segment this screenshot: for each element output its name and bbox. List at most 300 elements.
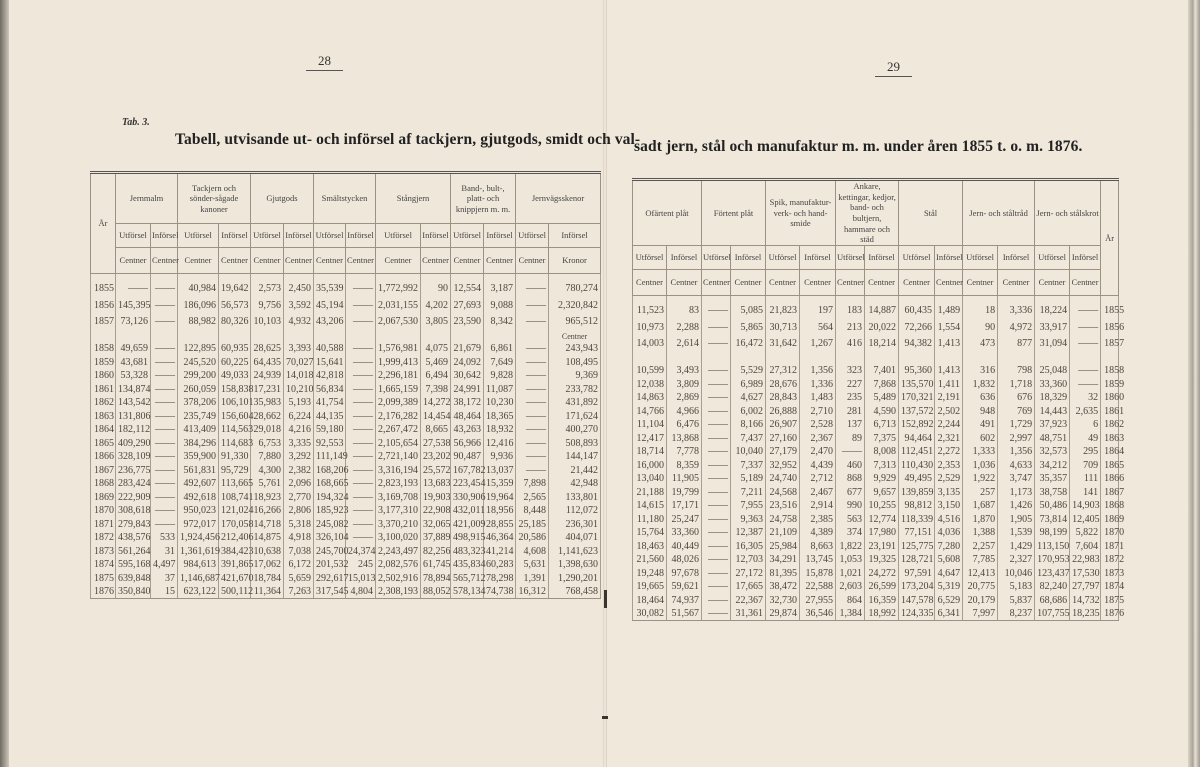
- export-value: 167,782: [451, 464, 484, 478]
- import-value: 4,497: [151, 558, 178, 572]
- table-row: [633, 526, 1119, 540]
- export-value: 21,109: [766, 526, 800, 540]
- column-group-header: Jern- och stålskrot: [1035, 180, 1101, 246]
- column-group-header: Smältstycken: [314, 173, 376, 224]
- import-value: 3,335: [284, 437, 314, 451]
- export-value: 56,966: [451, 437, 484, 451]
- spacer-cell: [731, 295, 766, 302]
- import-value: 5,319: [935, 580, 963, 594]
- import-value: 7,398: [421, 383, 451, 397]
- note-cell: [731, 352, 766, 364]
- import-value: 10,255: [865, 499, 899, 513]
- import-value: 8,342: [484, 314, 516, 331]
- export-value: 13,040: [633, 472, 667, 486]
- export-value: 41,754: [314, 396, 346, 410]
- year-cell: 1862: [91, 396, 116, 410]
- year-cell: 1858: [1101, 364, 1119, 378]
- table-row: [633, 485, 1119, 499]
- export-value: 2,082,576: [376, 558, 421, 572]
- import-value: ——: [346, 369, 376, 383]
- import-value: ——: [151, 410, 178, 424]
- export-value: 24,740: [766, 472, 800, 486]
- import-value: 15,359: [484, 477, 516, 491]
- export-value: 4,300: [251, 464, 284, 478]
- note-cell: [865, 352, 899, 364]
- export-value: 435,834: [451, 558, 484, 572]
- export-value: 235,749: [178, 410, 219, 424]
- export-value: 168,206: [314, 464, 346, 478]
- export-value: 107,755: [1035, 607, 1070, 621]
- import-value: ——: [151, 383, 178, 397]
- note-cell: [151, 330, 178, 342]
- import-value: 3,187: [484, 281, 516, 298]
- import-value: 5,837: [998, 593, 1035, 607]
- import-value: 1,173: [998, 485, 1035, 499]
- export-value: 438,576: [116, 531, 151, 545]
- export-value: 639,848: [116, 572, 151, 586]
- import-value: 3,493: [667, 364, 702, 378]
- export-value: 561,831: [178, 464, 219, 478]
- export-value: 623,122: [178, 585, 219, 599]
- import-value: 798: [998, 364, 1035, 378]
- table-row: [91, 437, 601, 451]
- import-value: 16,305: [731, 539, 766, 553]
- import-value: 25,247: [667, 512, 702, 526]
- year-cell: 1860: [1101, 391, 1119, 405]
- export-value: 20,179: [963, 593, 998, 607]
- export-value: 359,900: [178, 450, 219, 464]
- unit-header: Centner: [1070, 269, 1101, 295]
- export-value: 595,168: [116, 558, 151, 572]
- export-value: 2,105,654: [376, 437, 421, 451]
- import-value: 31: [151, 545, 178, 559]
- export-value: 98,199: [1035, 526, 1070, 540]
- import-value: 46,364: [484, 531, 516, 545]
- spacer-cell: [484, 274, 516, 281]
- unit-header: Centner: [151, 248, 178, 274]
- export-value: 10,599: [633, 364, 667, 378]
- import-value: 4,036: [935, 526, 963, 540]
- import-value: 74,738: [484, 585, 516, 599]
- export-value: 636: [963, 391, 998, 405]
- unit-note-row: [633, 352, 1119, 364]
- export-value: 330,906: [451, 491, 484, 505]
- export-value: 34,212: [1035, 458, 1070, 472]
- import-value: ——: [346, 531, 376, 545]
- export-value: 279,843: [116, 518, 151, 532]
- import-value: 2,502: [935, 404, 963, 418]
- export-value: 2,257: [963, 539, 998, 553]
- import-value: 158,838: [219, 383, 251, 397]
- spacer-cell: [702, 295, 731, 302]
- export-value: 38,472: [766, 580, 800, 594]
- import-value: 6,002: [731, 404, 766, 418]
- import-value: 421,670: [219, 572, 251, 586]
- note-cell: [516, 330, 549, 342]
- export-value: 413,409: [178, 423, 219, 437]
- export-value: 15,764: [633, 526, 667, 540]
- import-value: 7,375: [865, 431, 899, 445]
- export-value: 43,263: [451, 423, 484, 437]
- table-row: [633, 404, 1119, 418]
- page-number-right: 29: [875, 59, 912, 77]
- import-value: 6,529: [935, 593, 963, 607]
- import-value: 391,865: [219, 558, 251, 572]
- import-value: 49,033: [219, 369, 251, 383]
- export-value: 19,665: [633, 580, 667, 594]
- export-value: 11,104: [633, 418, 667, 432]
- export-value: 94,464: [899, 431, 935, 445]
- left-data-table: [90, 171, 601, 599]
- spacer-row: [91, 274, 601, 281]
- year-cell: 1875: [91, 572, 116, 586]
- import-header: Införsel: [346, 224, 376, 248]
- table-row: [633, 580, 1119, 594]
- export-value: ——: [702, 319, 731, 336]
- spacer-row: [633, 295, 1119, 302]
- export-header: Utförsel: [766, 245, 800, 269]
- import-value: ——: [346, 383, 376, 397]
- import-value: ——: [151, 423, 178, 437]
- import-value: 1,429: [998, 539, 1035, 553]
- export-value: ——: [516, 342, 549, 356]
- import-value: 22,367: [731, 593, 766, 607]
- import-value: 19,642: [219, 281, 251, 298]
- table-row: [91, 342, 601, 356]
- import-value: 12,387: [731, 526, 766, 540]
- export-value: 17,231: [251, 383, 284, 397]
- year-cell: 1869: [91, 491, 116, 505]
- export-value: 378,206: [178, 396, 219, 410]
- export-value: 94,382: [899, 335, 935, 352]
- export-value: 292,617: [314, 572, 346, 586]
- export-value: 3,316,194: [376, 464, 421, 478]
- import-value: 4,389: [800, 526, 836, 540]
- export-value: 128,721: [899, 553, 935, 567]
- export-value: ——: [516, 314, 549, 331]
- year-cell: 1856: [91, 297, 116, 314]
- export-value: 222,909: [116, 491, 151, 505]
- export-value: 30,082: [633, 607, 667, 621]
- export-value: 20,775: [963, 580, 998, 594]
- table-row: [633, 593, 1119, 607]
- export-value: 28,625: [251, 342, 284, 356]
- import-value: 2,450: [284, 281, 314, 298]
- import-value: 5,318: [284, 518, 314, 532]
- scan-right-edge: [1188, 0, 1200, 767]
- table-row: [91, 396, 601, 410]
- unit-header: Centner: [935, 269, 963, 295]
- export-value: 11,180: [633, 512, 667, 526]
- export-value: 185,923: [314, 504, 346, 518]
- export-value: ——: [702, 526, 731, 540]
- spacer-cell: [766, 295, 800, 302]
- export-value: 972,017: [178, 518, 219, 532]
- import-value: 11,087: [484, 383, 516, 397]
- export-value: 1,999,413: [376, 356, 421, 370]
- export-value: 60,435: [899, 302, 935, 319]
- year-cell: 1855: [1101, 302, 1119, 319]
- note-cell: [1035, 352, 1070, 364]
- export-value: 602: [963, 431, 998, 445]
- import-value: 14,903: [1070, 499, 1101, 513]
- import-value: 400,270: [549, 423, 601, 437]
- import-value: 8,663: [800, 539, 836, 553]
- import-value: 404,071: [549, 531, 601, 545]
- import-value: 18,956: [484, 504, 516, 518]
- export-value: 18,923: [251, 491, 284, 505]
- export-value: ——: [516, 297, 549, 314]
- import-value: 7,263: [284, 585, 314, 599]
- export-value: 10,103: [251, 314, 284, 331]
- export-value: 24,758: [766, 512, 800, 526]
- import-value: 9,363: [731, 512, 766, 526]
- import-value: 133,801: [549, 491, 601, 505]
- export-value: 409,290: [116, 437, 151, 451]
- export-value: 18,463: [633, 539, 667, 553]
- export-value: ——: [516, 281, 549, 298]
- export-value: 11,523: [633, 302, 667, 319]
- export-value: 21,679: [451, 342, 484, 356]
- column-group-header: Band-, bult-, platt- och knippjern m. m.: [451, 173, 516, 224]
- export-value: 97,591: [899, 566, 935, 580]
- unit-header: Centner: [178, 248, 219, 274]
- export-value: 125,775: [899, 539, 935, 553]
- import-value: 243,943: [549, 342, 601, 356]
- column-group-header: Tackjern och sönder-sågade kanoner: [178, 173, 251, 224]
- export-value: 3,169,708: [376, 491, 421, 505]
- import-value: 2,635: [1070, 404, 1101, 418]
- export-value: 139,859: [899, 485, 935, 499]
- import-value: 60,225: [219, 356, 251, 370]
- table-label: Tab. 3.: [122, 117, 150, 128]
- import-value: 51,567: [667, 607, 702, 621]
- import-value: 2,529: [935, 472, 963, 486]
- export-value: 1,388: [963, 526, 998, 540]
- export-value: 2,823,193: [376, 477, 421, 491]
- import-value: 144,147: [549, 450, 601, 464]
- import-value: 37: [151, 572, 178, 586]
- export-value: ——: [702, 512, 731, 526]
- export-value: 416: [836, 335, 865, 352]
- export-value: 260,059: [178, 383, 219, 397]
- import-value: 170,058: [219, 518, 251, 532]
- import-value: 18,235: [1070, 607, 1101, 621]
- spine-mark: [602, 716, 608, 719]
- import-value: ——: [151, 491, 178, 505]
- export-value: 316: [963, 364, 998, 378]
- table-row: [91, 356, 601, 370]
- import-header: Införsel: [549, 224, 601, 248]
- spacer-cell: [251, 274, 284, 281]
- import-value: 13,868: [667, 431, 702, 445]
- export-value: 18,464: [633, 593, 667, 607]
- spacer-cell: [451, 274, 484, 281]
- export-value: ——: [516, 396, 549, 410]
- unit-header: Centner: [998, 269, 1035, 295]
- import-value: 5,489: [865, 391, 899, 405]
- year-cell: 1861: [91, 383, 116, 397]
- import-value: 1,290,201: [549, 572, 601, 586]
- table-row: [633, 319, 1119, 336]
- export-value: 168,665: [314, 477, 346, 491]
- export-value: 18,224: [1035, 302, 1070, 319]
- export-value: 1,687: [963, 499, 998, 513]
- note-cell: [116, 330, 151, 342]
- import-value: 3,809: [667, 377, 702, 391]
- export-value: 432,011: [451, 504, 484, 518]
- column-group-header: Stål: [899, 180, 963, 246]
- import-header: Införsel: [935, 245, 963, 269]
- export-value: 245,700: [314, 545, 346, 559]
- import-value: 70,027: [284, 356, 314, 370]
- import-value: 156,604: [219, 410, 251, 424]
- export-value: 16,266: [251, 504, 284, 518]
- import-value: 4,627: [731, 391, 766, 405]
- note-cell: [1070, 352, 1101, 364]
- import-value: 1,729: [998, 418, 1035, 432]
- import-value: 2,385: [800, 512, 836, 526]
- export-value: 864: [836, 593, 865, 607]
- export-value: 34,291: [766, 553, 800, 567]
- unit-header: Centner: [284, 248, 314, 274]
- spacer-cell: [1035, 295, 1070, 302]
- import-value: 22,588: [800, 580, 836, 594]
- note-cell: [766, 352, 800, 364]
- note-cell: [935, 352, 963, 364]
- import-value: 2,244: [935, 418, 963, 432]
- import-value: 6,224: [284, 410, 314, 424]
- import-value: 18,214: [865, 335, 899, 352]
- import-value: 16,359: [865, 593, 899, 607]
- export-value: 374: [836, 526, 865, 540]
- export-value: ——: [702, 404, 731, 418]
- import-value: 48,026: [667, 553, 702, 567]
- year-cell: 1863: [1101, 431, 1119, 445]
- note-cell: [667, 352, 702, 364]
- import-value: ——: [151, 297, 178, 314]
- table-row: [91, 545, 601, 559]
- import-value: 3,747: [998, 472, 1035, 486]
- table-row: [91, 477, 601, 491]
- export-header: Utförsel: [516, 224, 549, 248]
- export-value: 95,360: [899, 364, 935, 378]
- export-value: 14,003: [633, 335, 667, 352]
- import-value: ——: [151, 464, 178, 478]
- unit-header: Centner: [451, 248, 484, 274]
- export-value: 2,603: [836, 580, 865, 594]
- export-value: 43,681: [116, 356, 151, 370]
- export-value: 2,031,155: [376, 297, 421, 314]
- year-header: År: [91, 173, 116, 274]
- export-value: 1,924,456: [178, 531, 219, 545]
- import-value: 1,554: [935, 319, 963, 336]
- unit-header-row: [633, 269, 1119, 295]
- import-value: 61,745: [421, 558, 451, 572]
- year-cell: 1862: [1101, 418, 1119, 432]
- export-value: 421,009: [451, 518, 484, 532]
- import-header: Införsel: [284, 224, 314, 248]
- export-value: 948: [963, 404, 998, 418]
- spacer-cell: [91, 274, 116, 281]
- import-value: 245: [346, 558, 376, 572]
- import-value: 113,665: [219, 477, 251, 491]
- export-value: 868: [836, 472, 865, 486]
- export-value: ——: [702, 335, 731, 352]
- export-value: 2,565: [516, 491, 549, 505]
- export-value: 15,641: [314, 356, 346, 370]
- import-value: 10,230: [484, 396, 516, 410]
- export-value: 257: [963, 485, 998, 499]
- import-value: 295: [1070, 445, 1101, 459]
- note-cell: [633, 352, 667, 364]
- import-value: 97,678: [667, 566, 702, 580]
- import-value: ——: [151, 477, 178, 491]
- note-cell: [314, 330, 346, 342]
- import-value: 14,272: [421, 396, 451, 410]
- import-value: 877: [998, 335, 1035, 352]
- import-header: Införsel: [219, 224, 251, 248]
- export-value: 14,443: [1035, 404, 1070, 418]
- export-value: ——: [702, 593, 731, 607]
- import-value: 141: [1070, 485, 1101, 499]
- import-value: 7,649: [484, 356, 516, 370]
- export-value: 43,206: [314, 314, 346, 331]
- export-value: ——: [516, 450, 549, 464]
- import-value: 500,112: [219, 585, 251, 599]
- export-value: 245,520: [178, 356, 219, 370]
- export-value: 223,454: [451, 477, 484, 491]
- export-value: 29,874: [766, 607, 800, 621]
- import-value: 5,529: [731, 364, 766, 378]
- import-value: ——: [151, 356, 178, 370]
- year-cell: 1866: [91, 450, 116, 464]
- export-value: 25,185: [516, 518, 549, 532]
- import-value: 3,150: [935, 499, 963, 513]
- export-value: 984,613: [178, 558, 219, 572]
- year-cell: 1865: [91, 437, 116, 451]
- import-value: 7,437: [731, 431, 766, 445]
- import-value: 2,914: [800, 499, 836, 513]
- import-value: 114,563: [219, 423, 251, 437]
- year-cell: 1863: [91, 410, 116, 424]
- import-value: 4,202: [421, 297, 451, 314]
- import-value: 5,183: [998, 580, 1035, 594]
- export-value: 2,176,282: [376, 410, 421, 424]
- import-value: ——: [346, 477, 376, 491]
- note-cell: [284, 330, 314, 342]
- import-value: 4,918: [284, 531, 314, 545]
- export-value: 1,146,687: [178, 572, 219, 586]
- export-header: Utförsel: [116, 224, 151, 248]
- table-row: [633, 499, 1119, 513]
- import-value: 17,980: [865, 526, 899, 540]
- year-cell: 1874: [91, 558, 116, 572]
- table-row: [633, 364, 1119, 378]
- unit-note-row: [91, 330, 601, 342]
- export-value: 24,568: [766, 485, 800, 499]
- import-value: 5,865: [731, 319, 766, 336]
- export-value: 92,553: [314, 437, 346, 451]
- export-value: ——: [702, 458, 731, 472]
- import-value: 19,325: [865, 553, 899, 567]
- note-cell: [702, 352, 731, 364]
- import-value: 2,096: [284, 477, 314, 491]
- import-header: Införsel: [1070, 245, 1101, 269]
- export-header: Utförsel: [899, 245, 935, 269]
- unit-header: Kronor: [549, 248, 601, 274]
- import-value: 7,604: [1070, 539, 1101, 553]
